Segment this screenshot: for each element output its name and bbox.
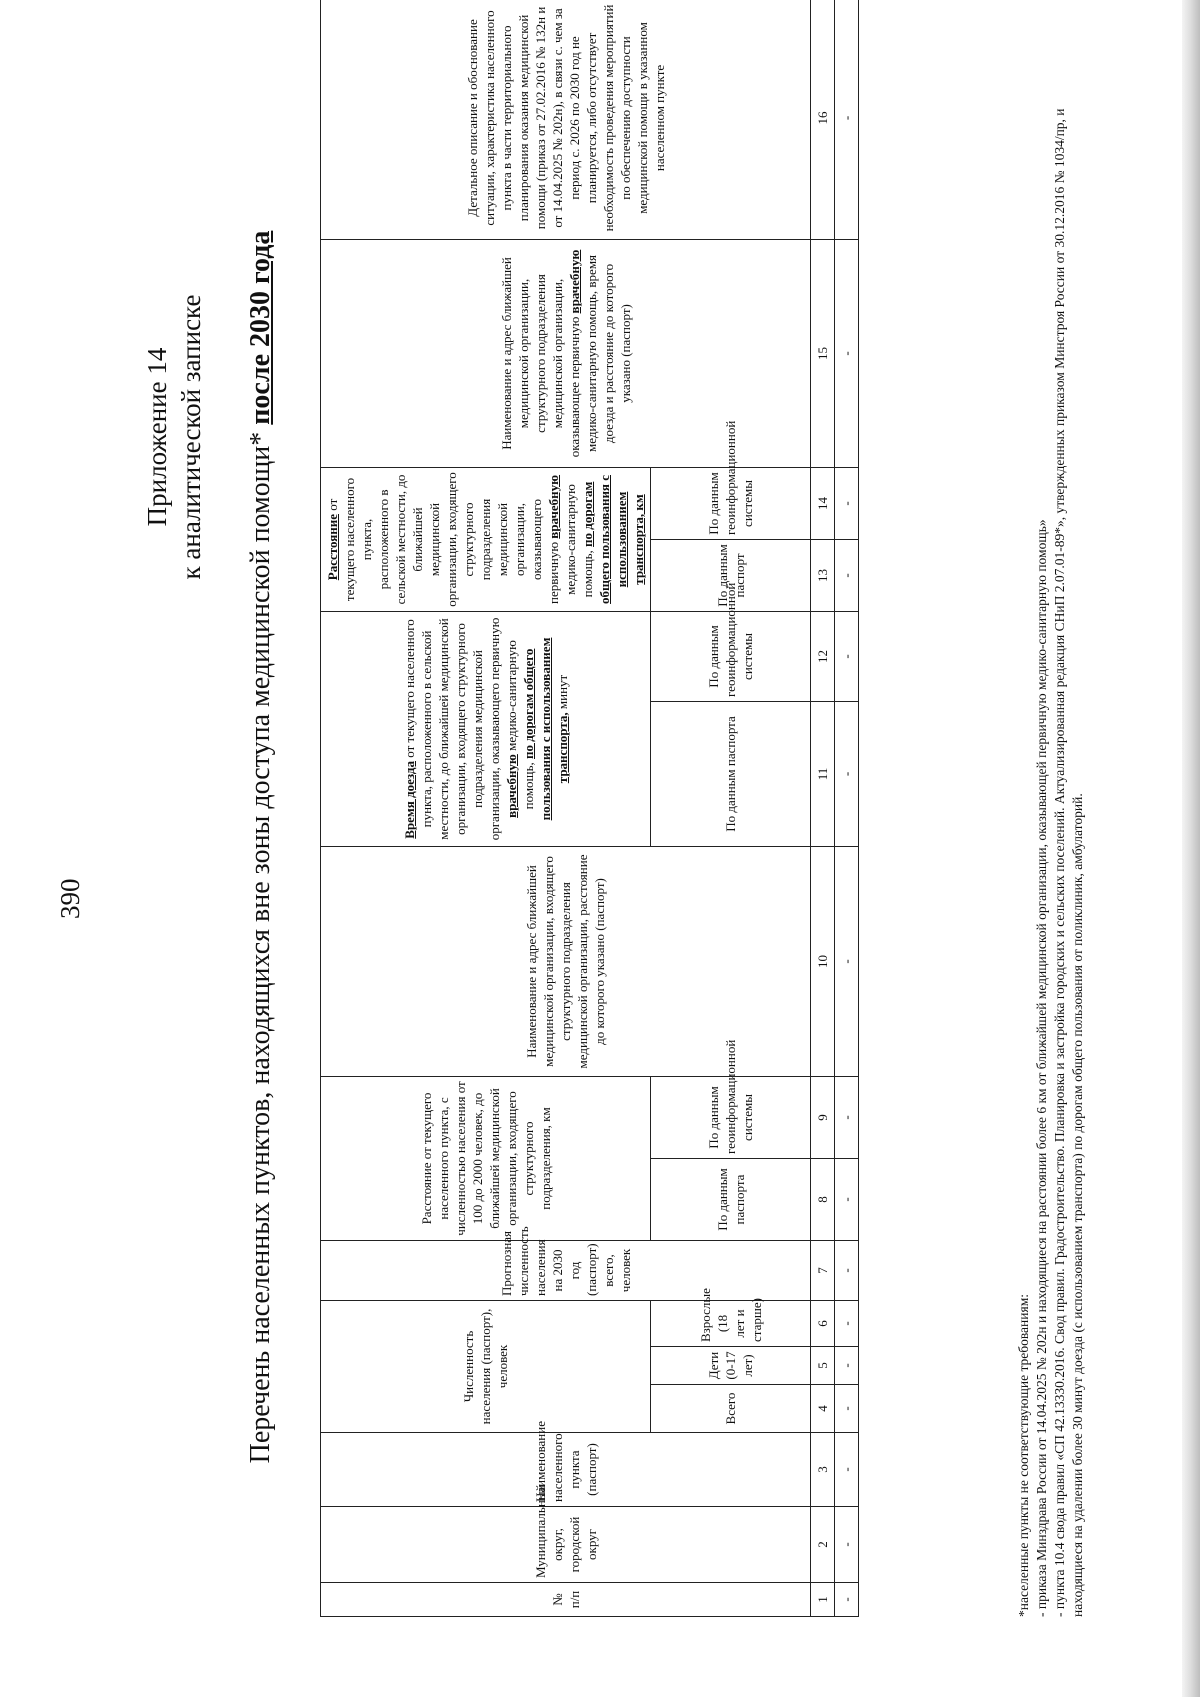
column-number: 7 (811, 1240, 835, 1300)
table-cell: - (835, 1583, 859, 1617)
header-municipal: Муниципальный округ, городской округ (321, 1507, 811, 1583)
table-cell: - (835, 1433, 859, 1507)
column-number: 1 (811, 1583, 835, 1617)
table-row (835, 0, 859, 1617)
table-cell: - (835, 239, 859, 467)
header-time-passport: По данным паспорта (651, 701, 811, 846)
header-population: Численность населения (паспорт), человек (321, 1300, 651, 1432)
column-number-row (811, 0, 835, 1617)
column-number: 14 (811, 467, 835, 539)
settlements-table (320, 0, 859, 1617)
table-cell: - (835, 467, 859, 539)
footnote-star: *населенные пункты не соответствующие требованиям: (1016, 1293, 1031, 1617)
column-number: 10 (811, 846, 835, 1076)
column-number: 5 (811, 1347, 835, 1385)
header-distance-rural: Расстояние от текущего населенного пункта, расположенного в сельской местности, до ближайшей медицинской организации, входящего структурного подразделения медицинской организации, оказывающего первичную врачебную медико-санитарную помощь, по дорогам общего пользования с использованием транспорта, км (321, 467, 651, 611)
table-cell: - (835, 1300, 859, 1346)
column-number: 4 (811, 1385, 835, 1433)
column-number: 9 (811, 1076, 835, 1158)
header-row-1 (321, 0, 651, 1617)
table-cell: - (835, 1158, 859, 1240)
table-cell: - (835, 0, 859, 239)
header-forecast: Прогнозная численность населения на 2030 год (паспорт) всего, человек (321, 1240, 811, 1300)
column-number: 3 (811, 1433, 835, 1507)
table-cell: - (835, 1240, 859, 1300)
table-cell: - (835, 611, 859, 701)
header-settlement: Наименование населенного пункта (паспорт) (321, 1433, 811, 1507)
table-cell: - (835, 1076, 859, 1158)
page-title (245, 77, 277, 1617)
table-cell: - (835, 1385, 859, 1433)
column-number: 8 (811, 1158, 835, 1240)
table-cell: - (835, 701, 859, 846)
header-pop-adults: Взрослые (18 лет и старше) (651, 1300, 811, 1346)
appendix-line-1: Приложение 14 (142, 347, 172, 527)
column-number: 2 (811, 1507, 835, 1583)
header-num: № п/п (321, 1583, 811, 1617)
header-rural-gis: По данным геоинформационной системы (651, 467, 811, 539)
header-nearest-org-vrach: Наименование и адрес ближайшей медицинской организации, структурного подразделения медицинской организации, оказывающее первичную врачебную медико-санитарную помощь, время доезда и расстояние до которого указано (паспорт) (321, 239, 811, 467)
header-dist-passport: По данным паспорта (651, 1158, 811, 1240)
footnotes (1015, 57, 1087, 1617)
table-cell: - (835, 1507, 859, 1583)
footnote-item-2: - пункта 10.4 свода правил «СП 42.13330.2016. Свод правил. Градостроительство. Планировка и застройка городских и сельских поселений. Актуализированная редакция СНиП 2.07.01-89*», утвержденных приказом Минстроя России от 30.12.2016 № 1034/пр, и находящиеся на удалении более 30 минут доезда (с использованием транспорта) по дорогам общего пользования от поликлиник, амбулаторий. (1052, 108, 1085, 1617)
table-cell: - (835, 846, 859, 1076)
table-cell: - (835, 539, 859, 611)
footnote-item-1: - приказа Минздрава России от 14.04.2025 № 202н и находящиеся на расстоянии более 6 км от ближайшей медицинской организации, оказывающей первичную медико-санитарную помощь» (1034, 519, 1049, 1617)
column-number: 6 (811, 1300, 835, 1346)
column-number: 12 (811, 611, 835, 701)
header-rural-passport: По данным паспорт (651, 539, 811, 611)
column-number: 15 (811, 239, 835, 467)
header-pop-total: Всего (651, 1385, 811, 1433)
title-main: Перечень населенных пунктов, находящихся вне зоны доступа медицинской помощи* (245, 431, 276, 1464)
header-nearest-org: Наименование и адрес ближайшей медицинской организации, входящего структурного подразделения медицинской организации, расстояние до которого указано (паспорт) (321, 846, 811, 1076)
header-travel-time: Время доезда от текущего населенного пункта, расположенного в сельской местности, до ближайшей медицинской организации, входящего структурного подразделения медицинской организации, оказывающего первичную врачебную медико-санитарную помощь, по дорогам общего пользования с использованием транспорта, минут (321, 611, 651, 846)
column-number: 11 (811, 701, 835, 846)
title-emphasis: после 2030 года (245, 230, 276, 425)
header-dist-gis: По данным геоинформационной системы (651, 1076, 811, 1158)
page-number: 390 (55, 878, 85, 919)
appendix-label (140, 237, 208, 637)
column-number: 13 (811, 539, 835, 611)
header-pop-children: Дети (0-17 лет) (651, 1347, 811, 1385)
header-time-gis: По данным геоинформационной системы (651, 611, 811, 701)
header-description: Детальное описание и обоснование ситуации, характеристика населенного пункта в части территориального планирования оказания медицинской помощи (приказ от 27.02.2016 № 132н и от 14.04.2025 № 202н), в связи с. чем за период с. 2026 по 2030 год не планируется, либо отсутствует необходимость проведения мероприятий по обеспечению доступности медицинской помощи в указанном населенном пункте (321, 0, 811, 239)
header-distance-100-2000: Расстояние от текущего населенного пункта, с численностью населения от 100 до 2000 человек, до ближайшей медицинской организации, входящего структурного подразделения, км (321, 1076, 651, 1240)
appendix-line-2: к аналитической записке (176, 294, 206, 580)
table-cell: - (835, 1347, 859, 1385)
column-number: 16 (811, 0, 835, 239)
